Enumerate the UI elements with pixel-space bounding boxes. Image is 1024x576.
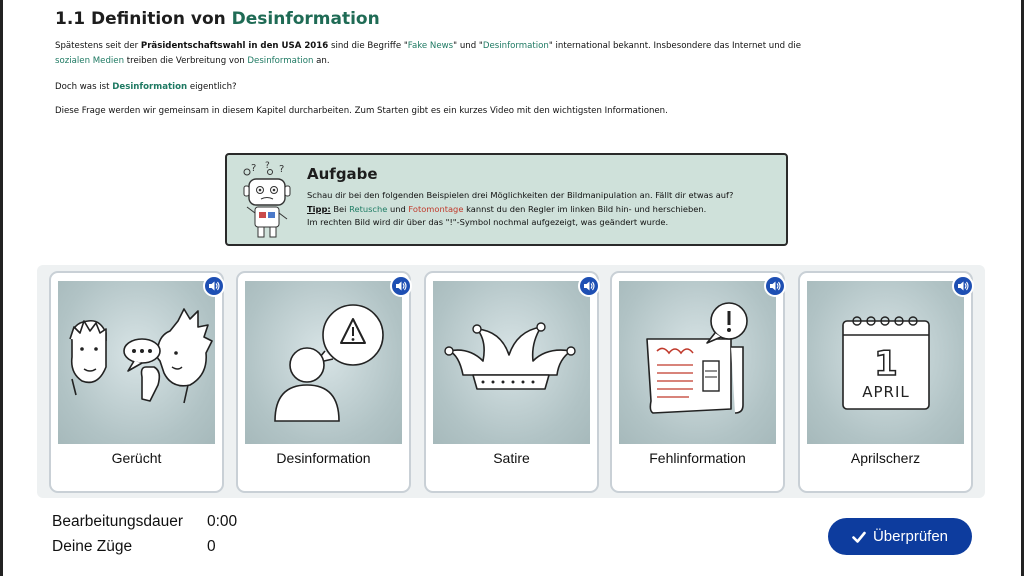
card-image [619, 281, 776, 444]
task-title: Aufgabe [307, 165, 378, 183]
task-line-3: Im rechten Bild wird dir über das "!"-Symbol nochmal aufgezeigt, was geändert wurde. [307, 217, 669, 227]
card-label: Gerücht [111, 450, 162, 466]
term-fake-news: Fake News [407, 41, 454, 51]
jester-hat-icon [433, 281, 590, 444]
page-title-highlight: Desinformation [231, 9, 380, 29]
intro-text: an. [313, 56, 330, 66]
speaker-icon [208, 280, 220, 292]
term-fotomontage: Fotomontage [408, 203, 464, 214]
intro-paragraph-1 [55, 39, 801, 69]
term-desinformation: Desinformation [112, 82, 188, 92]
intro-text: sind die Begriffe " [328, 41, 408, 51]
speaker-icon [395, 280, 407, 292]
intro-bold-election: Präsidentschaftswahl in den USA 2016 [140, 41, 329, 51]
task-text: und [387, 203, 409, 214]
speaker-icon [769, 280, 781, 292]
card-image [58, 281, 215, 444]
svg-text:?: ? [279, 164, 285, 175]
term-desinformation: Desinformation [247, 56, 314, 66]
card-desinformation[interactable] [236, 271, 411, 493]
stats-panel [52, 513, 252, 563]
card-aprilscherz[interactable] [798, 271, 973, 493]
audio-button[interactable] [390, 275, 412, 297]
svg-text:APRIL: APRIL [862, 383, 910, 401]
calendar-april-icon [807, 281, 964, 444]
svg-text:?: ? [265, 161, 270, 171]
duration-value: 0:00 [207, 513, 238, 530]
speaker-icon [957, 280, 969, 292]
intro-text: Spätestens seit der [55, 41, 141, 51]
intro-paragraph-3: Diese Frage werden wir gemeinsam in diesem Kapitel durcharbeiten. Zum Starten gibt es ein kurzes Video mit den wichtigsten Informationen. [55, 106, 668, 116]
task-box [225, 153, 788, 246]
task-text: kannst du den Regler im linken Bild hin- und herschieben. [463, 203, 707, 214]
page-title-text: 1.1 Definition von [55, 9, 232, 29]
audio-button[interactable] [578, 275, 600, 297]
stat-moves [52, 538, 252, 563]
robot-thinking-icon [237, 159, 299, 243]
card-image [245, 281, 402, 444]
moves-value: 0 [207, 538, 216, 555]
task-text: Bei [330, 203, 350, 214]
gossip-people-icon [58, 281, 215, 444]
card-label: Fehlinformation [649, 450, 746, 466]
stat-duration [52, 513, 252, 538]
intro-text: " international bekannt. Insbesondere das Internet und die [548, 41, 802, 51]
svg-text:1: 1 [874, 344, 898, 384]
moves-label: Deine Züge [52, 538, 133, 555]
card-satire[interactable] [424, 271, 599, 493]
audio-button[interactable] [764, 275, 786, 297]
intro-text: eigentlich? [187, 82, 237, 92]
card-label: Aprilscherz [850, 450, 921, 466]
page-title [55, 9, 380, 29]
intro-paragraph-2 [55, 80, 237, 95]
audio-button[interactable] [203, 275, 225, 297]
speaker-icon [583, 280, 595, 292]
check-button[interactable] [828, 518, 972, 555]
term-retusche: Retusche [349, 203, 388, 214]
card-image [807, 281, 964, 444]
intro-text: treiben die Verbreitung von [124, 56, 248, 66]
term-desinformation: Desinformation [482, 41, 549, 51]
card-geruecht[interactable] [49, 271, 224, 493]
intro-text: Doch was ist [55, 82, 113, 92]
duration-label: Bearbeitungsdauer [52, 513, 183, 530]
checkmark-icon [852, 530, 866, 544]
tip-label: Tipp: [307, 203, 331, 214]
svg-text:?: ? [251, 163, 257, 174]
window-edge-left [0, 0, 3, 576]
task-instructions [307, 189, 733, 230]
intro-text: " und " [453, 41, 483, 51]
card-fehlinformation[interactable] [610, 271, 785, 493]
newspaper-alert-icon [619, 281, 776, 444]
card-image [433, 281, 590, 444]
term-social-media: sozialen Medien [55, 56, 125, 66]
person-warning-icon [245, 281, 402, 444]
card-label: Desinformation [276, 450, 371, 466]
task-line-1: Schau dir bei den folgenden Beispielen drei Möglichkeiten der Bildmanipulation an. Fällt dir etwas auf? [307, 190, 734, 200]
check-button-label: Überprüfen [872, 528, 949, 545]
card-label: Satire [493, 450, 530, 466]
audio-button[interactable] [952, 275, 974, 297]
